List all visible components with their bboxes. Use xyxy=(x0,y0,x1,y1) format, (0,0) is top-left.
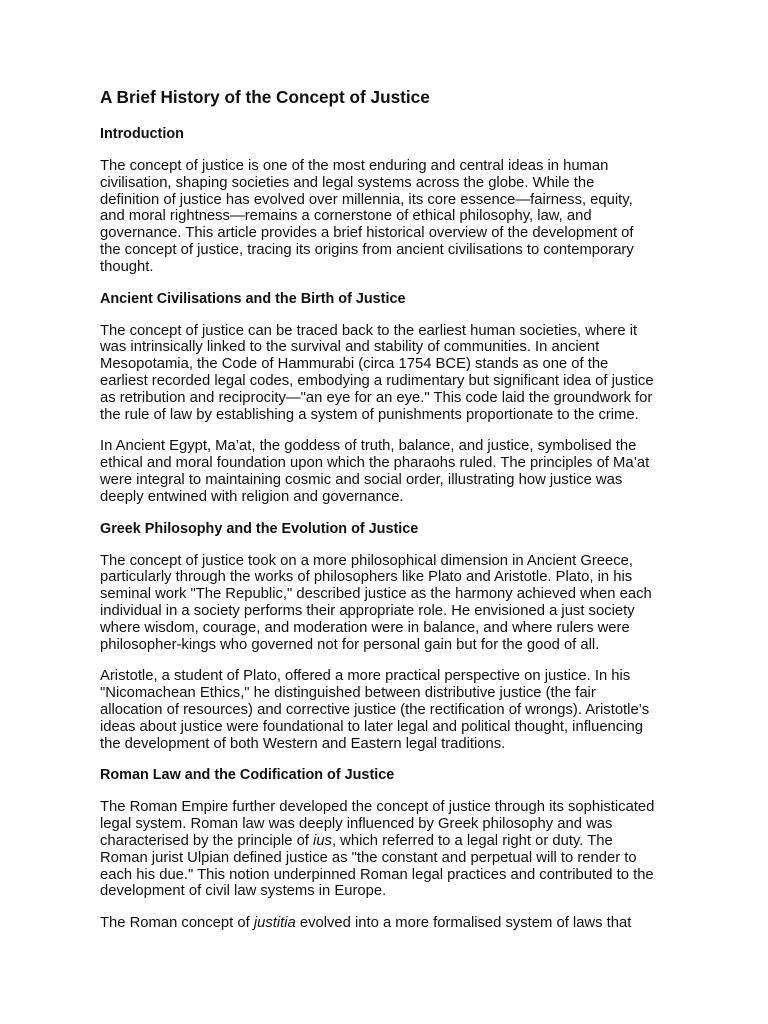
text-segment: , which referred to a legal right or duty. The xyxy=(331,832,613,849)
text-line: earliest recorded legal codes, embodying a rudimentary but significant idea of justice xyxy=(100,372,654,389)
body-paragraph xyxy=(100,553,680,654)
text-line xyxy=(100,833,680,850)
text-line: ethical and moral foundation upon which the pharaohs ruled. The principles of Ma’at xyxy=(100,455,650,472)
section-heading: Introduction xyxy=(100,126,184,142)
text-line: as retribution and reciprocity—"an eye for an eye." This code laid the groundwork for xyxy=(100,389,653,406)
text-line: were integral to maintaining cosmic and social order, illustrating how justice was xyxy=(100,471,623,488)
text-line: "Nicomachean Ethics," he distinguished between distributive justice (the fair xyxy=(100,685,596,702)
text-line: The concept of justice took on a more philosophical dimension in Ancient Greece, xyxy=(100,552,633,569)
section-heading: Roman Law and the Codification of Justice xyxy=(100,767,395,784)
text-segment: The Roman concept of xyxy=(100,915,254,932)
text-line: particularly through the works of philosophers like Plato and Aristotle. Plato, in his xyxy=(100,569,633,586)
text-line: individual in a society performs their appropriate role. He envisioned a just society xyxy=(100,602,635,619)
italic-term: justitia xyxy=(253,915,296,932)
document-title: A Brief History of the Concept of Justice xyxy=(100,87,430,107)
text-line: legal system. Roman law was deeply influenced by Greek philosophy and was xyxy=(100,816,613,833)
document-body xyxy=(100,126,680,932)
text-line: deeply entwined with religion and governance. xyxy=(100,488,404,505)
text-line: allocation of resources) and corrective justice (the rectification of wrongs). Aristotle’s xyxy=(100,701,650,718)
text-line: In Ancient Egypt, Ma’at, the goddess of truth, balance, and justice, symbolised the xyxy=(100,438,637,455)
body-paragraph xyxy=(100,438,680,505)
text-line: The concept of justice can be traced back to the earliest human societies, where it xyxy=(100,322,638,339)
text-line: Aristotle, a student of Plato, offered a more practical perspective on justice. In his xyxy=(100,668,631,685)
body-paragraph xyxy=(100,799,680,900)
text-segment: characterised by the principle of xyxy=(100,832,314,849)
body-paragraph xyxy=(100,668,680,752)
body-paragraph xyxy=(100,915,680,932)
text-line: Roman jurist Ulpian defined justice as "the constant and perpetual will to render to xyxy=(100,849,637,866)
text-line: each his due." This notion underpinned Roman legal practices and contributed to the xyxy=(100,866,654,883)
text-line: seminal work "The Republic," described justice as the harmony achieved when each xyxy=(100,586,652,603)
text-line: governance. This article provides a brief historical overview of the development of xyxy=(100,225,634,242)
text-line: definition of justice has evolved over millennia, its core essence—fairness, equity, xyxy=(100,191,633,208)
text-line: the rule of law by establishing a system of punishments proportionate to the crime. xyxy=(100,406,639,423)
text-line: civilisation, shaping societies and legal systems across the globe. While the xyxy=(100,174,595,191)
body-paragraph xyxy=(100,323,680,424)
document-page xyxy=(100,86,680,947)
italic-term: ius xyxy=(313,832,332,849)
section-heading: Ancient Civilisations and the Birth of Justice xyxy=(100,290,406,307)
section-heading: Greek Philosophy and the Evolution of Justice xyxy=(100,520,419,537)
text-line: thought. xyxy=(100,258,154,275)
text-line: where wisdom, courage, and moderation were in balance, and where rulers were xyxy=(100,619,630,636)
text-line: development of civil law systems in Europe. xyxy=(100,883,387,900)
text-line: The Roman Empire further developed the concept of justice through its sophisticated xyxy=(100,799,655,816)
body-paragraph xyxy=(100,158,680,276)
text-line: The concept of justice is one of the most enduring and central ideas in human xyxy=(100,158,609,174)
text-line: the development of both Western and Eastern legal traditions. xyxy=(100,735,506,752)
text-line: philosopher-kings who governed not for personal gain but for the good of all. xyxy=(100,636,600,653)
text-line: ideas about justice were foundational to later legal and political thought, influencing xyxy=(100,718,643,735)
text-line: Mesopotamia, the Code of Hammurabi (circa 1754 BCE) stands as one of the xyxy=(100,356,609,373)
text-line xyxy=(100,915,680,932)
text-line: and moral rightness—remains a cornerstone of ethical philosophy, law, and xyxy=(100,208,592,225)
text-line: the concept of justice, tracing its origins from ancient civilisations to contemporary xyxy=(100,241,634,258)
text-segment: evolved into a more formalised system of laws that xyxy=(295,915,632,932)
text-line: was intrinsically linked to the survival and stability of communities. In ancient xyxy=(100,339,600,356)
